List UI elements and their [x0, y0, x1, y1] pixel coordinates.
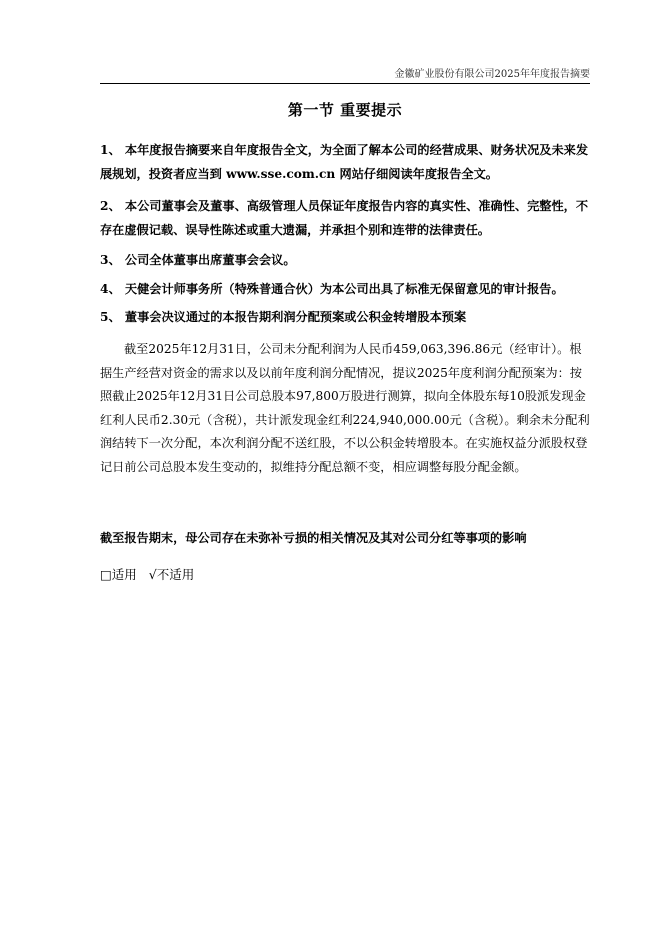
header-rule: [100, 83, 590, 84]
option-not-applicable: √不适用: [148, 567, 195, 582]
applicability-options: [100, 565, 202, 585]
notice-item-3: 3、 公司全体董事出席董事会会议。: [100, 253, 296, 267]
notice-item-4: 4、 天健会计师事务所（特殊普通合伙）为本公司出具了标准无保留意见的审计报告。: [100, 282, 564, 296]
running-header: 金徽矿业股份有限公司2025年年度报告摘要: [394, 69, 590, 80]
notice-item-2: 2、 本公司董事会及董事、高级管理人员保证年度报告内容的真实性、准确性、完整性，不存在虚假记载、误导性陈述或重大遗漏，并承担个别和连带的法律责任。: [100, 199, 589, 237]
notice-item-5: 5、 董事会决议通过的本报告期利润分配预案或公积金转增股本预案: [100, 310, 467, 324]
section-title: 第一节 重要提示: [287, 101, 403, 119]
profit-distribution-paragraph: 截至2025年12月31日，公司未分配利润为人民币459,063,396.86元（经审计）。根据生产经营对资金的需求以及以前年度利润分配情况，提议2025年度利润分配预案为：按照截止2025年12月31日公司总股本97,800万股进行测算，拟向全体股东每10股派发现金红利人民币2.30元（含税），共计派发现金红利224,940,000.00元（含税）。剩余未分配利润结转下一次分配，本次利润分配不送红股，不以公积金转增股本。在实施权益分派股权登记日前公司总股本发生变动的，拟维持分配总额不变，相应调整每股分配金额。: [100, 342, 590, 474]
loss-heading: 截至报告期末，母公司存在未弥补亏损的相关情况及其对公司分红等事项的影响: [100, 531, 527, 545]
option-applicable: □适用: [100, 567, 137, 582]
notice-item-1: 1、 本年度报告摘要来自年度报告全文，为全面了解本公司的经营成果、财务状况及未来发展规划，投资者应当到 www.sse.com.cn 网站仔细阅读年度报告全文。: [100, 143, 589, 181]
